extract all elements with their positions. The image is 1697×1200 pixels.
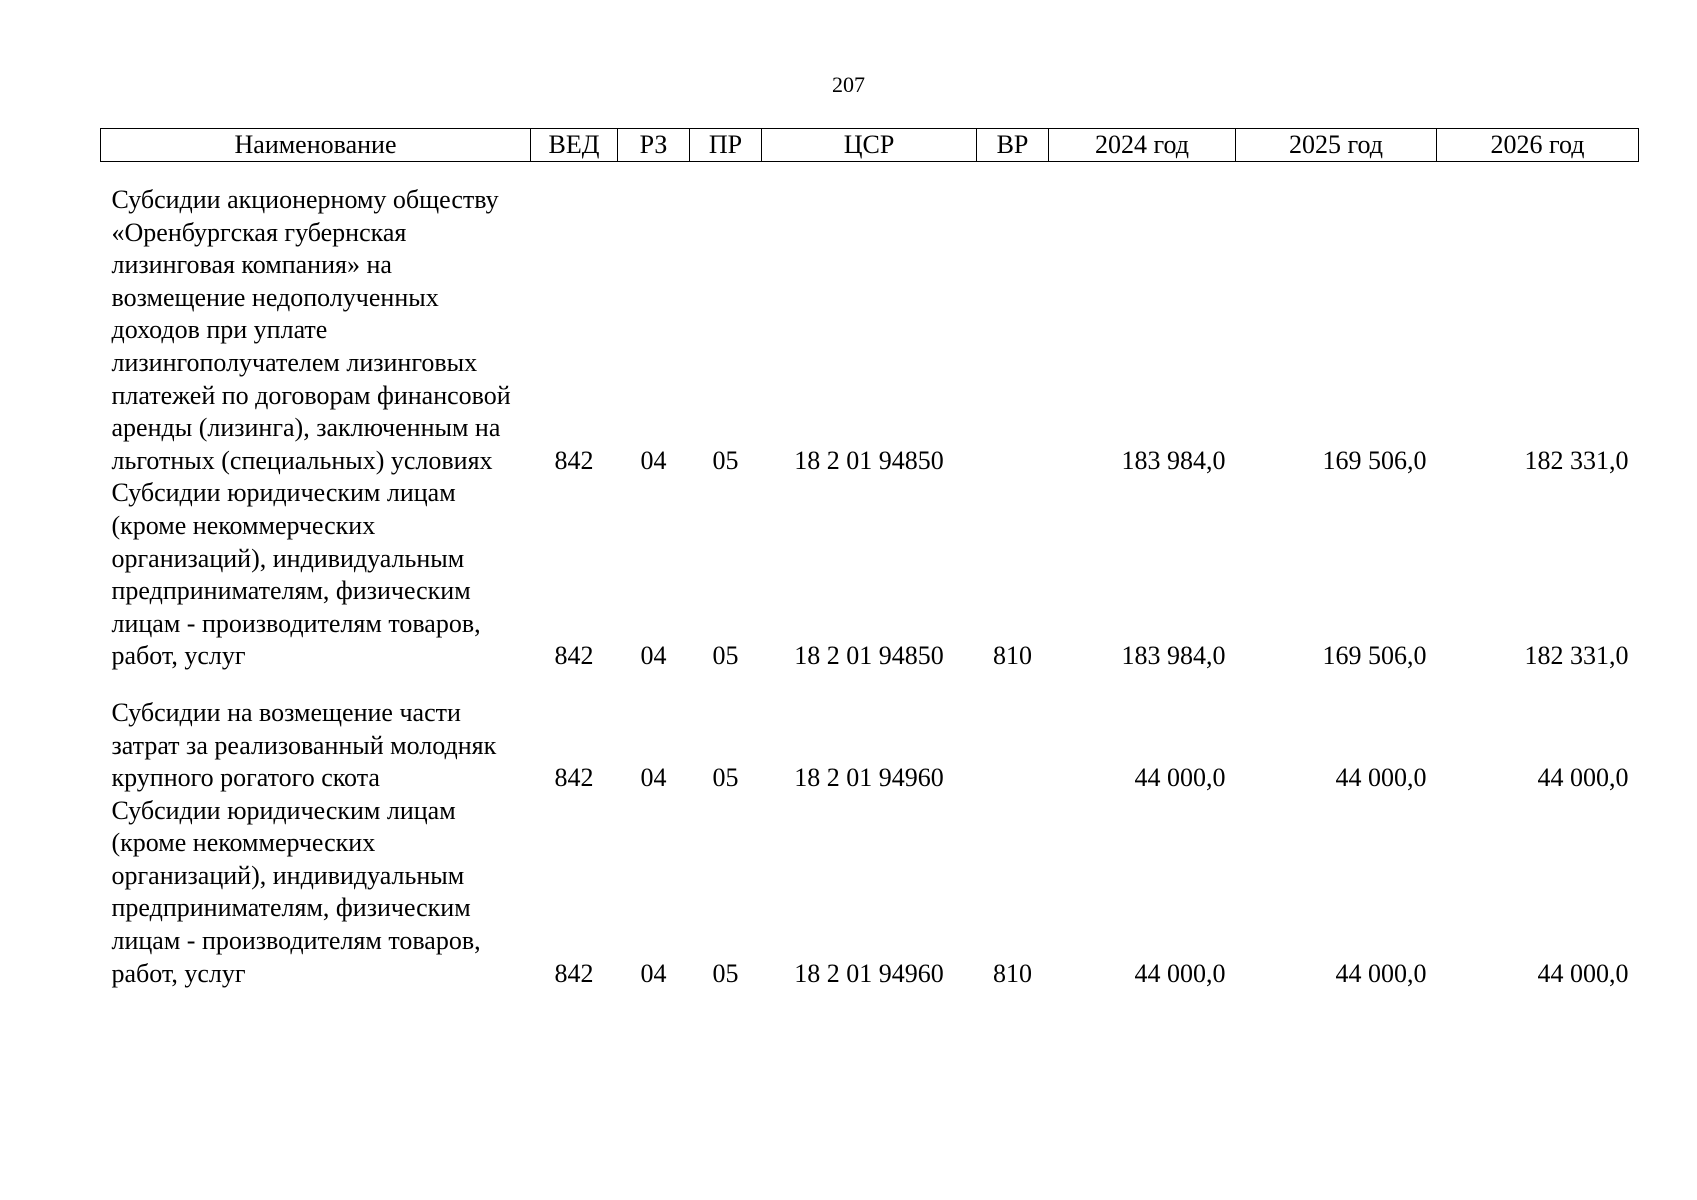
row-2024: 183 984,0 xyxy=(1121,641,1226,671)
row-2024: 44 000,0 xyxy=(1134,958,1226,988)
row-csr: 18 2 01 94960 xyxy=(794,958,944,988)
row-pr: 05 xyxy=(712,445,739,475)
budget-table xyxy=(100,128,1639,990)
row-rz: 04 xyxy=(640,641,667,671)
row-2026: 44 000,0 xyxy=(1537,958,1629,988)
header-rz: РЗ xyxy=(618,129,690,162)
header-vr: ВР xyxy=(977,129,1049,162)
row-ved: 842 xyxy=(554,641,594,671)
page-number: 207 xyxy=(832,72,865,97)
row-ved: 842 xyxy=(554,445,594,475)
header-ved: ВЕД xyxy=(531,129,618,162)
table-row xyxy=(101,795,1639,991)
header-2024: 2024 год xyxy=(1049,129,1236,162)
row-pr: 05 xyxy=(712,641,739,671)
row-csr: 18 2 01 94960 xyxy=(794,763,944,793)
row-name: Субсидии на возмещение части затрат за реализованный молодняк крупного рогатого скота xyxy=(111,697,497,793)
row-2025: 44 000,0 xyxy=(1335,763,1427,793)
row-2024: 44 000,0 xyxy=(1134,763,1226,793)
row-ved: 842 xyxy=(554,958,594,988)
row-csr: 18 2 01 94850 xyxy=(794,445,944,475)
row-2026: 44 000,0 xyxy=(1537,763,1629,793)
row-csr: 18 2 01 94850 xyxy=(794,641,944,671)
header-2026: 2026 год xyxy=(1437,129,1639,162)
row-ved: 842 xyxy=(554,763,594,793)
row-name: Субсидии юридическим лицам (кроме некоммерческих организаций), индивидуальным предпринимателям, физическим лицам - производителям товаров, работ, услуг xyxy=(111,478,481,671)
row-vr xyxy=(977,162,1049,478)
row-vr: 810 xyxy=(993,958,1032,988)
row-pr: 05 xyxy=(712,763,739,793)
table-row xyxy=(101,162,1639,478)
header-csr: ЦСР xyxy=(762,129,977,162)
row-vr: 810 xyxy=(993,641,1032,671)
table-row xyxy=(101,673,1639,795)
table-header-row xyxy=(101,129,1639,162)
row-2025: 44 000,0 xyxy=(1335,958,1427,988)
header-name: Наименование xyxy=(101,129,531,162)
row-2024: 183 984,0 xyxy=(1121,445,1226,475)
row-pr: 05 xyxy=(712,958,739,988)
row-2025: 169 506,0 xyxy=(1322,445,1427,475)
table-row xyxy=(101,477,1639,673)
row-name: Субсидии юридическим лицам (кроме некоммерческих организаций), индивидуальным предпринимателям, физическим лицам - производителям товаров, работ, услуг xyxy=(111,795,481,988)
row-2025: 169 506,0 xyxy=(1322,641,1427,671)
row-rz: 04 xyxy=(640,445,667,475)
row-2026: 182 331,0 xyxy=(1524,445,1629,475)
row-2026: 182 331,0 xyxy=(1524,641,1629,671)
row-vr xyxy=(977,673,1049,795)
row-rz: 04 xyxy=(640,763,667,793)
header-pr: ПР xyxy=(690,129,762,162)
header-2025: 2025 год xyxy=(1236,129,1437,162)
row-name: Субсидии акционерному обществу «Оренбургская губернская лизинговая компания» на возмещение недополученных доходов при уплате лизингополучателем лизинговых платежей по договорам финансовой аренды (лизинга), заключенным на льготных (специальных) условиях xyxy=(111,185,511,475)
row-rz: 04 xyxy=(640,958,667,988)
